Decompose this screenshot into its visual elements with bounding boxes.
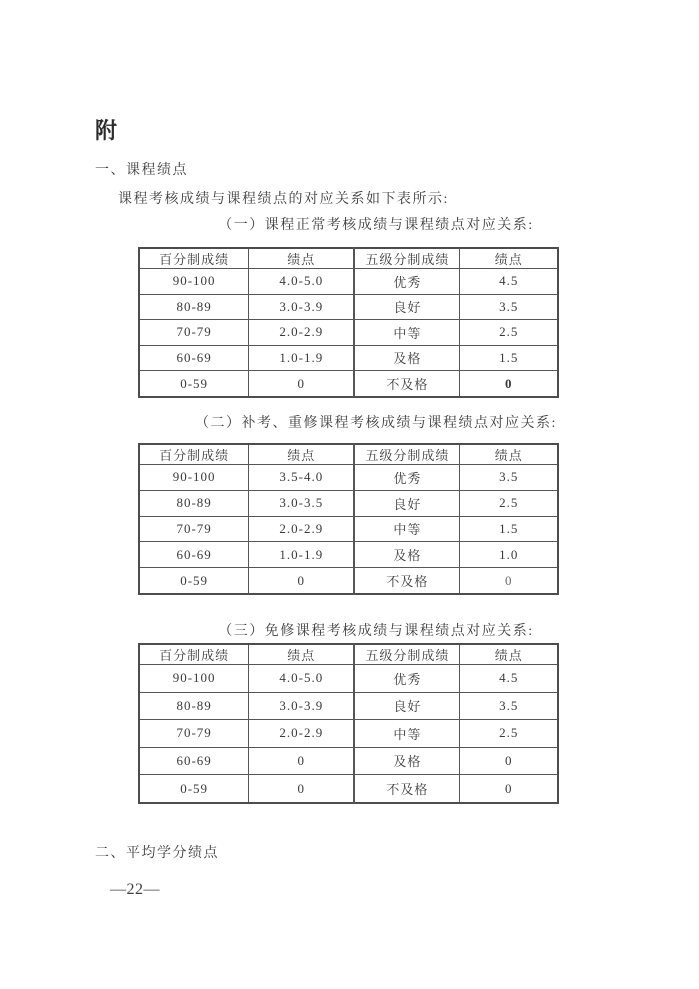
- table-cell: 2.5: [460, 490, 558, 516]
- table-cell: 3.5: [460, 465, 558, 491]
- table-cell: 0: [460, 568, 558, 594]
- section-heading-average-gpa: 二、平均学分绩点: [95, 846, 219, 861]
- section-heading-course-gpa: 一、课程绩点: [95, 163, 188, 178]
- table-row: [139, 747, 558, 775]
- table-cell: 70-79: [139, 516, 249, 542]
- table-cell: 不及格: [354, 775, 460, 803]
- table-cell: 60-69: [139, 542, 249, 568]
- table-cell: 80-89: [139, 692, 249, 720]
- column-header: 绩点: [249, 644, 355, 665]
- table-cell: 3.5: [460, 692, 558, 720]
- table-cell: 不及格: [354, 371, 460, 397]
- table-cell: 3.5-4.0: [249, 465, 355, 491]
- table-cell: 良好: [354, 294, 460, 320]
- table-cell: 2.0-2.9: [249, 516, 355, 542]
- table-cell: 中等: [354, 320, 460, 346]
- table-row: [139, 516, 558, 542]
- table-cell: 1.0-1.9: [249, 542, 355, 568]
- table-row: [139, 775, 558, 803]
- table-cell: 及格: [354, 345, 460, 371]
- table-cell: 1.0: [460, 542, 558, 568]
- table-cell: 及格: [354, 747, 460, 775]
- table-cell: 3.0-3.9: [249, 692, 355, 720]
- table-cell: 2.5: [460, 320, 558, 346]
- table-cell: 60-69: [139, 345, 249, 371]
- table-cell: 1.5: [460, 345, 558, 371]
- table-cell: 不及格: [354, 568, 460, 594]
- table-cell: 2.0-2.9: [249, 320, 355, 346]
- column-header: 五级分制成绩: [354, 444, 460, 465]
- table-cell: 3.5: [460, 294, 558, 320]
- table-cell: 0: [249, 568, 355, 594]
- table-row: [139, 665, 558, 693]
- table-cell: 90-100: [139, 465, 249, 491]
- column-header: 百分制成绩: [139, 644, 249, 665]
- table-cell: 0: [460, 747, 558, 775]
- table-row: [139, 692, 558, 720]
- table-cell: 优秀: [354, 269, 460, 295]
- table-header-row: [139, 444, 558, 465]
- table-row: [139, 371, 558, 397]
- table-cell: 优秀: [354, 465, 460, 491]
- column-header: 绩点: [249, 444, 355, 465]
- page-number: —22—: [110, 881, 160, 898]
- grade-table-normal-assessment: [138, 247, 559, 398]
- table-row: [139, 345, 558, 371]
- table-cell: 0: [249, 775, 355, 803]
- column-header: 百分制成绩: [139, 248, 249, 269]
- column-header: 绩点: [460, 644, 558, 665]
- table-cell: 3.0-3.9: [249, 294, 355, 320]
- table-caption-exempted-course: （三）免修课程考核成绩与课程绩点对应关系:: [218, 624, 534, 639]
- table-cell: 良好: [354, 692, 460, 720]
- table-header-row: [139, 644, 558, 665]
- table-cell: 70-79: [139, 720, 249, 748]
- table-row: [139, 490, 558, 516]
- table-cell: 良好: [354, 490, 460, 516]
- table-cell: 0: [249, 371, 355, 397]
- column-header: 百分制成绩: [139, 444, 249, 465]
- grade-table-makeup-retake: [138, 443, 559, 595]
- table-caption-makeup-retake: （二）补考、重修课程考核成绩与课程绩点对应关系:: [195, 416, 557, 431]
- table-cell: 0-59: [139, 775, 249, 803]
- table-cell: 1.0-1.9: [249, 345, 355, 371]
- table-row: [139, 568, 558, 594]
- column-header: 五级分制成绩: [354, 248, 460, 269]
- table-cell: 及格: [354, 542, 460, 568]
- table-cell: 优秀: [354, 665, 460, 693]
- table-row: [139, 320, 558, 346]
- table-cell: 0-59: [139, 371, 249, 397]
- table-caption-normal-assessment: （一）课程正常考核成绩与课程绩点对应关系:: [218, 218, 534, 233]
- table-cell: 2.5: [460, 720, 558, 748]
- table-cell: 中等: [354, 720, 460, 748]
- table-cell: 4.0-5.0: [249, 269, 355, 295]
- table-cell: 70-79: [139, 320, 249, 346]
- table-row: [139, 542, 558, 568]
- table-cell: 4.0-5.0: [249, 665, 355, 693]
- column-header: 绩点: [460, 444, 558, 465]
- column-header: 五级分制成绩: [354, 644, 460, 665]
- table-cell: 1.5: [460, 516, 558, 542]
- intro-paragraph: 课程考核成绩与课程绩点的对应关系如下表所示:: [118, 192, 449, 207]
- table-cell: 60-69: [139, 747, 249, 775]
- table-row: [139, 720, 558, 748]
- table-cell: 4.5: [460, 665, 558, 693]
- table-cell: 中等: [354, 516, 460, 542]
- table-cell: 0: [249, 747, 355, 775]
- table-row: [139, 465, 558, 491]
- table-cell: 80-89: [139, 490, 249, 516]
- table-header-row: [139, 248, 558, 269]
- table-cell: 90-100: [139, 269, 249, 295]
- table-row: [139, 269, 558, 295]
- grade-table-exempted-course: [138, 643, 559, 804]
- column-header: 绩点: [460, 248, 558, 269]
- table-row: [139, 294, 558, 320]
- column-header: 绩点: [249, 248, 355, 269]
- table-cell: 3.0-3.5: [249, 490, 355, 516]
- table-cell: 0: [460, 775, 558, 803]
- table-cell: 0: [460, 371, 558, 397]
- table-cell: 2.0-2.9: [249, 720, 355, 748]
- table-cell: 4.5: [460, 269, 558, 295]
- table-cell: 80-89: [139, 294, 249, 320]
- table-cell: 90-100: [139, 665, 249, 693]
- table-cell: 0-59: [139, 568, 249, 594]
- appendix-label: 附: [95, 118, 119, 143]
